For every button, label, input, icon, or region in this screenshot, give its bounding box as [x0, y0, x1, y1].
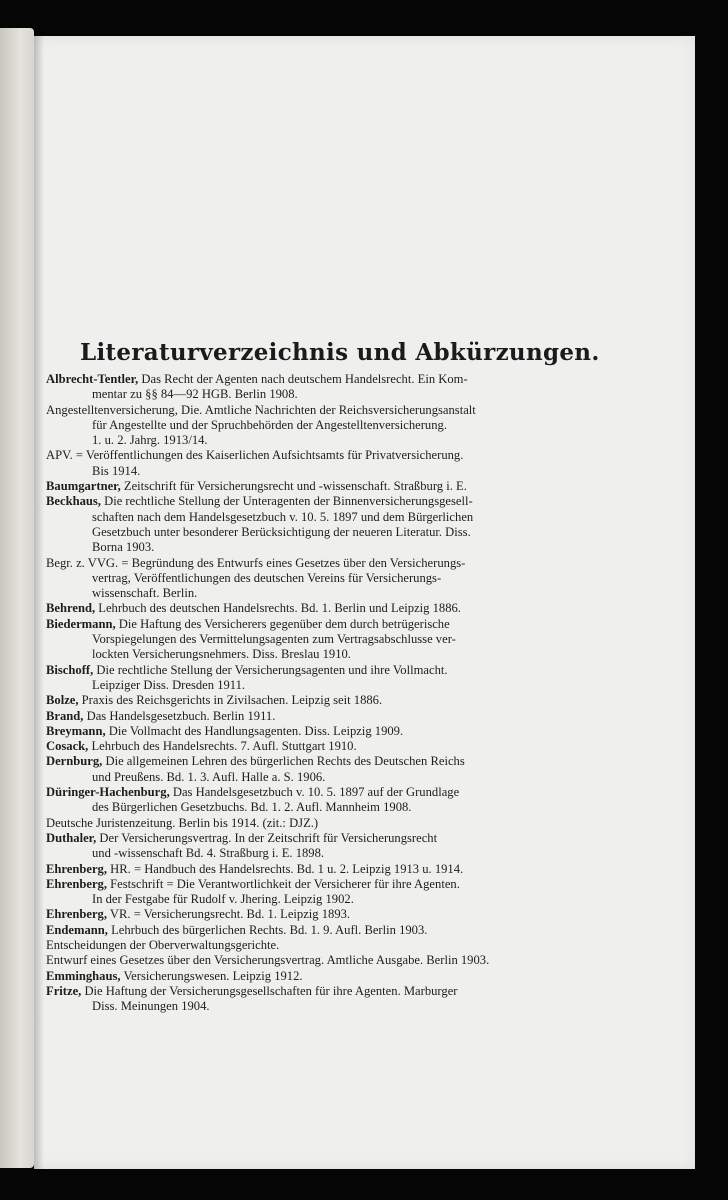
entry-text: Die Haftung des Versicherers gegenüber dem durch betrügerische — [115, 616, 450, 631]
bibliography-entry — [46, 754, 586, 785]
entry-text: mentar zu §§ 84—92 HGB. Berlin 1908. — [92, 387, 298, 402]
page-gutter-shadow — [34, 36, 44, 1169]
entry-line — [46, 617, 586, 632]
entry-author: Ehrenberg, — [46, 876, 107, 891]
entry-line — [46, 785, 586, 800]
entry-text: schaften nach dem Handelsgesetzbuch v. 10. 5. 1897 und dem Bürgerlichen — [92, 509, 474, 524]
entry-text: für Angestellte und der Spruchbehörden der Angestelltenversicherung. — [92, 417, 447, 432]
entry-text: Die rechtliche Stellung der Versicherungsagenten und ihre Vollmacht. — [93, 662, 448, 677]
entry-line — [46, 892, 586, 907]
entry-line — [46, 510, 586, 525]
entry-line — [46, 464, 586, 479]
entry-line — [46, 647, 586, 662]
entry-text: Lehrbuch des deutschen Handelsrechts. Bd. 1. Berlin und Leipzig 1886. — [95, 601, 461, 616]
entry-line — [46, 418, 586, 433]
entry-author: Bolze, — [46, 693, 79, 708]
entry-author: Dernburg, — [46, 754, 103, 769]
entry-line — [46, 448, 586, 463]
entry-text: Das Recht der Agenten nach deutschem Handelsrecht. Ein Kom- — [138, 372, 468, 386]
entry-text: vertrag, Veröffentlichungen des deutschen Vereins für Versicherungs- — [92, 570, 442, 585]
bibliography-entry — [46, 877, 586, 908]
bibliography-entry — [46, 479, 586, 494]
entry-text: Leipziger Diss. Dresden 1911. — [92, 677, 246, 692]
bibliography-entry — [46, 831, 586, 862]
entry-line — [46, 479, 586, 494]
bibliography-entry — [46, 724, 586, 739]
entry-line — [46, 846, 586, 861]
bibliography-entry — [46, 617, 586, 663]
entry-text: APV. = Veröffentlichungen des Kaiserlichen Aufsichtsamts für Privatversicherung. — [46, 448, 464, 463]
entry-text: Diss. Meinungen 1904. — [92, 999, 210, 1014]
entry-text: Deutsche Juristenzeitung. Berlin bis 1914. (zit.: DJZ.) — [46, 815, 319, 830]
entry-line — [46, 586, 586, 601]
entry-author: Bischoff, — [46, 662, 94, 677]
entry-line — [46, 632, 586, 647]
entry-text: Praxis des Reichsgerichts in Zivilsachen. Leipzig seit 1886. — [78, 693, 383, 708]
entry-line — [46, 724, 586, 739]
entry-line — [46, 540, 586, 555]
entry-text: und Preußens. Bd. 1. 3. Aufl. Halle a. S. 1906. — [92, 769, 326, 784]
entry-line — [46, 571, 586, 586]
entry-line — [46, 556, 586, 571]
entry-author: Ehrenberg, — [46, 861, 107, 876]
bibliography-list — [46, 372, 586, 1014]
entry-line — [46, 678, 586, 693]
bibliography-entry — [46, 709, 586, 724]
entry-text: wissenschaft. Berlin. — [92, 586, 198, 601]
entry-text: Lehrbuch des Handelsrechts. 7. Aufl. Stuttgart 1910. — [88, 739, 357, 754]
entry-author: Biedermann, — [46, 616, 116, 631]
entry-line — [46, 754, 586, 769]
bibliography-entry — [46, 372, 586, 403]
entry-text: Gesetzbuch unter besonderer Berücksichtigung der neueren Literatur. Diss. — [92, 524, 471, 539]
entry-line — [46, 938, 586, 953]
entry-line — [46, 372, 586, 387]
entry-author: Brand, — [46, 708, 84, 723]
entry-text: Angestelltenversicherung, Die. Amtliche Nachrichten der Reichsversicherungsanstalt — [46, 402, 476, 417]
bibliography-entry — [46, 448, 586, 479]
bibliography-entry — [46, 601, 586, 616]
bibliography-entry — [46, 969, 586, 984]
bibliography-entry — [46, 663, 586, 694]
bibliography-entry — [46, 739, 586, 754]
entry-author: Behrend, — [46, 601, 96, 616]
entry-line — [46, 984, 586, 999]
entry-line — [46, 403, 586, 418]
entry-text: lockten Versicherungsnehmers. Diss. Breslau 1910. — [92, 647, 351, 662]
entry-text: Lehrbuch des bürgerlichen Rechts. Bd. 1. 9. Aufl. Berlin 1903. — [107, 922, 428, 937]
bibliography-entry — [46, 693, 586, 708]
entry-line — [46, 923, 586, 938]
entry-author: Albrecht-Tentler, — [46, 372, 139, 386]
bibliography-entry — [46, 556, 586, 602]
entry-text: Bis 1914. — [92, 463, 141, 478]
entry-text: HR. = Handbuch des Handelsrechts. Bd. 1 u. 2. Leipzig 1913 u. 1914. — [107, 861, 464, 876]
entry-text: Die Haftung der Versicherungsgesellschaften für ihre Agenten. Marburger — [81, 983, 458, 998]
bibliography-entry — [46, 984, 586, 1015]
entry-line — [46, 770, 586, 785]
entry-text: Borna 1903. — [92, 540, 155, 555]
entry-line — [46, 387, 586, 402]
bibliography-entry — [46, 816, 586, 831]
entry-author: Ehrenberg, — [46, 907, 107, 922]
entry-author: Emminghaus, — [46, 968, 121, 983]
page-title: Literaturverzeichnis und Abkürzungen. — [80, 339, 600, 367]
entry-text: und -wissenschaft Bd. 4. Straßburg i. E. 1898. — [92, 846, 325, 861]
entry-text: Das Handelsgesetzbuch v. 10. 5. 1897 auf der Grundlage — [169, 785, 460, 800]
entry-line — [46, 663, 586, 678]
entry-author: Beckhaus, — [46, 494, 101, 509]
entry-line — [46, 907, 586, 922]
bibliography-entry — [46, 494, 586, 555]
entry-text: Zeitschrift für Versicherungsrecht und -wissenschaft. Straßburg i. E. — [120, 479, 467, 494]
entry-line — [46, 816, 586, 831]
bibliography-entry — [46, 403, 586, 449]
entry-text: Das Handelsgesetzbuch. Berlin 1911. — [83, 708, 276, 723]
entry-author: Düringer-Hachenburg, — [46, 785, 170, 800]
entry-line — [46, 999, 586, 1014]
entry-line — [46, 969, 586, 984]
entry-text: des Bürgerlichen Gesetzbuchs. Bd. 1. 2. Aufl. Mannheim 1908. — [92, 800, 412, 815]
entry-line — [46, 800, 586, 815]
entry-line — [46, 831, 586, 846]
bibliography-entry — [46, 907, 586, 922]
entry-author: Fritze, — [46, 983, 82, 998]
entry-author: Baumgartner, — [46, 479, 121, 494]
entry-text: Die rechtliche Stellung der Unteragenten der Binnenversicherungsgesell- — [100, 494, 473, 509]
entry-line — [46, 525, 586, 540]
entry-text: Entwurf eines Gesetzes über den Versicherungsvertrag. Amtliche Ausgabe. Berlin 1903. — [46, 953, 490, 968]
entry-text: Versicherungswesen. Leipzig 1912. — [120, 968, 303, 983]
entry-text: Festschrift = Die Verantwortlichkeit der Versicherer für ihre Agenten. — [107, 876, 460, 891]
entry-text: Die allgemeinen Lehren des bürgerlichen Rechts des Deutschen Reichs — [102, 754, 465, 769]
entry-text: Begr. z. VVG. = Begründung des Entwurfs eines Gesetzes über den Versicherungs- — [46, 555, 466, 570]
entry-author: Duthaler, — [46, 830, 97, 845]
entry-text: 1. u. 2. Jahrg. 1913/14. — [92, 433, 208, 448]
entry-line — [46, 494, 586, 509]
entry-author: Breymann, — [46, 723, 106, 738]
entry-text: Vorspiegelungen des Vermittelungsagenten zum Vertragsabschlusse ver- — [92, 632, 456, 647]
entry-author: Cosack, — [46, 739, 89, 754]
entry-text: Entscheidungen der Oberverwaltungsgerichte. — [46, 937, 280, 952]
bibliography-entry — [46, 938, 586, 953]
entry-author: Endemann, — [46, 922, 108, 937]
bibliography-entry — [46, 785, 586, 816]
bibliography-entry — [46, 923, 586, 938]
entry-line — [46, 709, 586, 724]
entry-line — [46, 433, 586, 448]
entry-line — [46, 693, 586, 708]
entry-text: In der Festgabe für Rudolf v. Jhering. Leipzig 1902. — [92, 892, 354, 907]
entry-text: Die Vollmacht des Handlungsagenten. Diss. Leipzig 1909. — [105, 723, 404, 738]
bibliography-entry — [46, 953, 586, 968]
entry-line — [46, 877, 586, 892]
entry-text: Der Versicherungsvertrag. In der Zeitschrift für Versicherungsrecht — [96, 830, 438, 845]
entry-line — [46, 601, 586, 616]
facing-page-edge — [0, 28, 34, 1168]
entry-text: VR. = Versicherungsrecht. Bd. 1. Leipzig 1893. — [107, 907, 351, 922]
bibliography-entry — [46, 862, 586, 877]
entry-line — [46, 739, 586, 754]
entry-line — [46, 862, 586, 877]
entry-line — [46, 953, 586, 968]
